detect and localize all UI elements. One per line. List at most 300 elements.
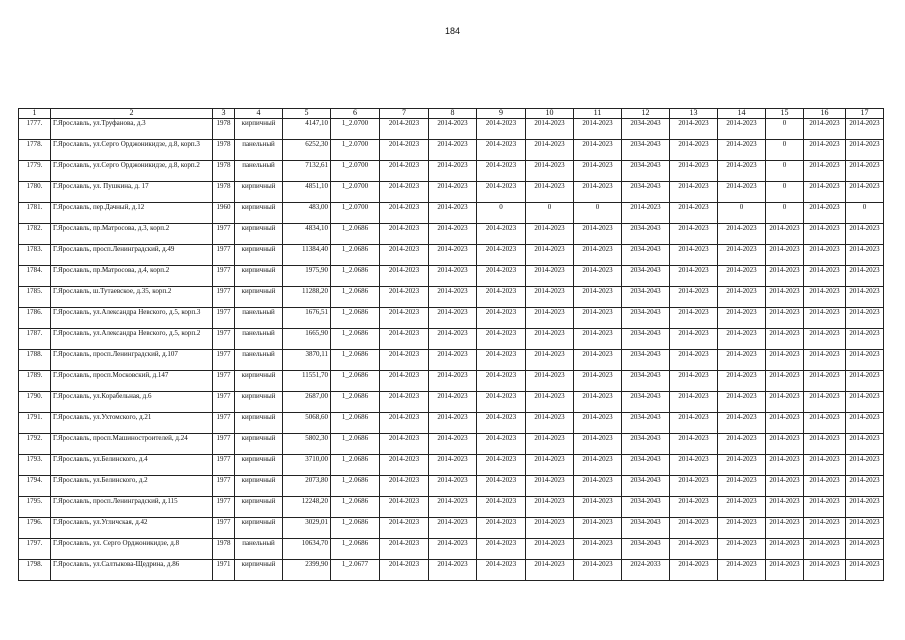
table-cell: 2014-2023 (574, 245, 622, 266)
table-cell: 2014-2023 (429, 476, 477, 497)
table-row (19, 182, 884, 203)
table-cell: 2034-2043 (622, 539, 670, 560)
table-row (19, 371, 884, 392)
table-cell: 2014-2023 (380, 329, 429, 350)
table-cell: 3710,00 (283, 455, 331, 476)
table-cell: 1977 (213, 413, 235, 434)
table-cell: 2014-2023 (804, 560, 846, 581)
table-row (19, 161, 884, 182)
table-cell: панельный (235, 539, 283, 560)
table-cell: 1977 (213, 497, 235, 518)
table-cell: 2014-2023 (477, 497, 526, 518)
column-header: 8 (429, 109, 477, 119)
table-cell: 2014-2023 (670, 161, 718, 182)
table-cell: 2014-2023 (574, 455, 622, 476)
table-cell: 2014-2023 (804, 266, 846, 287)
table-cell: 2014-2023 (477, 560, 526, 581)
table-cell: 2014-2023 (804, 350, 846, 371)
table-cell: 2014-2023 (526, 119, 574, 140)
table-cell: 2034-2043 (622, 224, 670, 245)
table-cell: 1_2.0686 (331, 308, 380, 329)
table-cell: 2014-2023 (429, 224, 477, 245)
column-header: 11 (574, 109, 622, 119)
table-cell: 2014-2023 (718, 329, 766, 350)
table-cell: 2014-2023 (477, 224, 526, 245)
column-header: 3 (213, 109, 235, 119)
table-cell: 2014-2023 (526, 560, 574, 581)
table-cell: 2014-2023 (477, 308, 526, 329)
table-cell: 2014-2023 (846, 224, 884, 245)
table-cell: 0 (718, 203, 766, 224)
column-header: 12 (622, 109, 670, 119)
table-cell: 2014-2023 (477, 245, 526, 266)
column-header: 2 (51, 109, 213, 119)
table-cell: 1783. (19, 245, 51, 266)
table-cell: 2014-2023 (526, 161, 574, 182)
table-cell: 2014-2023 (804, 371, 846, 392)
table-cell: 2014-2023 (574, 413, 622, 434)
table-cell: 2014-2023 (574, 308, 622, 329)
table-cell: 2014-2023 (622, 203, 670, 224)
table-cell: 2014-2023 (718, 224, 766, 245)
table-cell: 1778. (19, 140, 51, 161)
table-cell: Г.Ярославль, ул.Труфанова, д.3 (51, 119, 213, 140)
table-cell: 2014-2023 (718, 266, 766, 287)
table-cell: 2014-2023 (670, 266, 718, 287)
table-cell: 2034-2043 (622, 371, 670, 392)
table-cell: 2014-2023 (380, 140, 429, 161)
table-cell: 2014-2023 (429, 413, 477, 434)
table-cell: Г.Ярославль, пр.Матросова, д.4, корп.2 (51, 266, 213, 287)
table-cell: 1796. (19, 518, 51, 539)
table-cell: 2014-2023 (670, 371, 718, 392)
table-cell: 2014-2023 (477, 371, 526, 392)
table-cell: Г.Ярославль, ул.Белинского, д.2 (51, 476, 213, 497)
table-cell: 2014-2023 (670, 350, 718, 371)
table-cell: 12248,20 (283, 497, 331, 518)
table-cell: 2014-2023 (574, 560, 622, 581)
table-cell: 2014-2023 (574, 161, 622, 182)
table-cell: 2014-2023 (670, 392, 718, 413)
table-cell: 2014-2023 (380, 560, 429, 581)
table-cell: 2014-2023 (846, 308, 884, 329)
table-cell: 2014-2023 (526, 413, 574, 434)
table-cell: 2014-2023 (526, 182, 574, 203)
page-number: 184 (444, 26, 461, 36)
table-cell: 2014-2023 (846, 329, 884, 350)
table-cell: 2014-2023 (804, 245, 846, 266)
table-cell: 1782. (19, 224, 51, 245)
column-header: 17 (846, 109, 884, 119)
table-cell: 1788. (19, 350, 51, 371)
table-cell: 2014-2023 (574, 518, 622, 539)
table-cell: Г.Ярославль, просп.Машиностроителей, д.24 (51, 434, 213, 455)
table-cell: 2014-2023 (429, 203, 477, 224)
table-row (19, 245, 884, 266)
table-cell: 2014-2023 (766, 392, 804, 413)
table-cell: 2014-2023 (380, 539, 429, 560)
table-cell: 2014-2023 (718, 392, 766, 413)
table-cell: 1978 (213, 140, 235, 161)
table-cell: 2014-2023 (804, 518, 846, 539)
table-cell: 2014-2023 (477, 266, 526, 287)
table-cell: 2014-2023 (846, 371, 884, 392)
table-cell: 2014-2023 (766, 308, 804, 329)
table-cell: 1786. (19, 308, 51, 329)
table-cell: 2014-2023 (429, 392, 477, 413)
table-cell: Г.Ярославль, ул.Ухтомского, д.21 (51, 413, 213, 434)
table-body (19, 119, 884, 581)
table-cell: 2014-2023 (526, 350, 574, 371)
table-cell: 1665,90 (283, 329, 331, 350)
table-cell: 2034-2043 (622, 329, 670, 350)
table-cell: 2014-2023 (526, 476, 574, 497)
table-cell: 1_2.0686 (331, 371, 380, 392)
table-cell: 1977 (213, 245, 235, 266)
table-cell: 1978 (213, 161, 235, 182)
table-row (19, 434, 884, 455)
table-cell: 2014-2023 (477, 413, 526, 434)
table-cell: 2014-2023 (380, 245, 429, 266)
table-cell: 2014-2023 (670, 497, 718, 518)
table-cell: 1676,51 (283, 308, 331, 329)
table-cell: 5802,30 (283, 434, 331, 455)
table-cell: Г.Ярославль, ул.Салтыкова-Щедрина, д.86 (51, 560, 213, 581)
table-cell: 1793. (19, 455, 51, 476)
table-cell: 2014-2023 (766, 539, 804, 560)
table-cell: 2014-2023 (846, 497, 884, 518)
table-cell: 2014-2023 (670, 182, 718, 203)
table-cell: панельный (235, 308, 283, 329)
table-cell: 2014-2023 (766, 329, 804, 350)
column-header: 5 (283, 109, 331, 119)
table-cell: 2014-2023 (804, 539, 846, 560)
table-cell: 1_2.0686 (331, 224, 380, 245)
table-cell: 2014-2023 (380, 161, 429, 182)
table-cell: 2034-2043 (622, 308, 670, 329)
table-cell: 2014-2023 (429, 560, 477, 581)
table-cell: 2014-2023 (804, 455, 846, 476)
table-cell: 2014-2023 (670, 560, 718, 581)
table-cell: 2014-2023 (670, 308, 718, 329)
table-cell: 2014-2023 (718, 497, 766, 518)
table-cell: 2034-2043 (622, 182, 670, 203)
table-cell: 2014-2023 (718, 287, 766, 308)
table-cell: 2014-2023 (846, 539, 884, 560)
table-cell: 2034-2043 (622, 161, 670, 182)
table-cell: 1_2.0686 (331, 497, 380, 518)
table-cell: 2014-2023 (766, 371, 804, 392)
table-cell: Г.Ярославль, ул.Серго Орджоникидзе, д.8, корп.2 (51, 161, 213, 182)
table-cell: 2014-2023 (766, 560, 804, 581)
table-cell: 1784. (19, 266, 51, 287)
table-cell: 2014-2023 (804, 203, 846, 224)
table-cell: 2034-2043 (622, 455, 670, 476)
table-cell: 2014-2023 (429, 287, 477, 308)
table-cell: 2014-2023 (718, 518, 766, 539)
table-cell: 1978 (213, 539, 235, 560)
table-cell: 2034-2043 (622, 266, 670, 287)
table-cell: 1977 (213, 287, 235, 308)
column-header: 6 (331, 109, 380, 119)
table-row (19, 203, 884, 224)
table-row (19, 266, 884, 287)
table-cell: 2014-2023 (526, 497, 574, 518)
table-cell: 2014-2023 (670, 476, 718, 497)
table-cell: Г.Ярославль, пер.Дачный, д.12 (51, 203, 213, 224)
table-cell: 1779. (19, 161, 51, 182)
table-cell: 2014-2023 (380, 203, 429, 224)
table-cell: кирпичный (235, 266, 283, 287)
table-cell: 1975,90 (283, 266, 331, 287)
table-cell: 2014-2023 (766, 455, 804, 476)
table-cell: 2014-2023 (380, 455, 429, 476)
table-cell: 2014-2023 (526, 308, 574, 329)
table-cell: 1785. (19, 287, 51, 308)
column-header: 1 (19, 109, 51, 119)
table-cell: 1977 (213, 329, 235, 350)
table-cell: 0 (766, 119, 804, 140)
table-cell: 2014-2023 (718, 119, 766, 140)
table-cell: кирпичный (235, 224, 283, 245)
table-cell: 1978 (213, 182, 235, 203)
table-cell: Г.Ярославль, ул. Пушкина, д. 17 (51, 182, 213, 203)
table-cell: 2014-2023 (380, 350, 429, 371)
table-cell: 1977 (213, 350, 235, 371)
table-cell: 2014-2023 (574, 287, 622, 308)
table-cell: 2014-2023 (477, 455, 526, 476)
table-cell: 2014-2023 (670, 140, 718, 161)
table-cell: 2014-2023 (477, 392, 526, 413)
table-cell: Г.Ярославль, ул.Угличская, д.42 (51, 518, 213, 539)
table-cell: 1797. (19, 539, 51, 560)
header-row (19, 109, 884, 119)
table-cell: 2014-2023 (846, 140, 884, 161)
table-cell: 2014-2023 (526, 245, 574, 266)
table-cell: 2034-2043 (622, 287, 670, 308)
table-cell: 2014-2023 (718, 308, 766, 329)
table-cell: 2014-2023 (429, 245, 477, 266)
table-cell: 11551,70 (283, 371, 331, 392)
table-cell: 2014-2023 (429, 371, 477, 392)
table-cell: 1777. (19, 119, 51, 140)
table-cell: 2014-2023 (670, 455, 718, 476)
table-cell: 1_2.0700 (331, 161, 380, 182)
table-cell: Г.Ярославль, ул.Корабельная, д.6 (51, 392, 213, 413)
table-cell: 2399,90 (283, 560, 331, 581)
table-cell: 1_2.0686 (331, 413, 380, 434)
table-cell: панельный (235, 161, 283, 182)
table-cell: 2014-2023 (477, 329, 526, 350)
table-cell: 2014-2023 (380, 413, 429, 434)
table-cell: 2014-2023 (526, 329, 574, 350)
table-cell: 2014-2023 (846, 392, 884, 413)
table-row (19, 329, 884, 350)
table-cell: 2014-2023 (380, 287, 429, 308)
table-cell: 2014-2023 (846, 266, 884, 287)
table-cell: 483,00 (283, 203, 331, 224)
table-cell: 2014-2023 (670, 224, 718, 245)
table-row (19, 518, 884, 539)
table-cell: 2034-2043 (622, 434, 670, 455)
table-cell: 0 (574, 203, 622, 224)
table-cell: 1790. (19, 392, 51, 413)
table-cell: 2014-2023 (670, 203, 718, 224)
table-cell: кирпичный (235, 497, 283, 518)
column-header: 10 (526, 109, 574, 119)
table-cell: 2014-2023 (429, 140, 477, 161)
table-cell: 2034-2043 (622, 140, 670, 161)
table-cell: 2014-2023 (718, 476, 766, 497)
table-cell: 2014-2023 (429, 329, 477, 350)
table-cell: 2014-2023 (718, 350, 766, 371)
table-cell: кирпичный (235, 392, 283, 413)
table-row (19, 119, 884, 140)
table-cell: 2014-2023 (477, 518, 526, 539)
column-header: 13 (670, 109, 718, 119)
table-row (19, 140, 884, 161)
column-header: 4 (235, 109, 283, 119)
table-cell: 10634,70 (283, 539, 331, 560)
table-cell: 2014-2023 (526, 224, 574, 245)
table-cell: 2014-2023 (574, 224, 622, 245)
table-row (19, 413, 884, 434)
table-cell: 2014-2023 (574, 539, 622, 560)
table-cell: Г.Ярославль, ул.Александра Невского, д.5, корп.2 (51, 329, 213, 350)
table-cell: 2014-2023 (526, 539, 574, 560)
table-cell: 1977 (213, 392, 235, 413)
table-cell: кирпичный (235, 455, 283, 476)
table-cell: 3870,11 (283, 350, 331, 371)
table-cell: 2014-2023 (670, 119, 718, 140)
table-cell: 2014-2023 (846, 518, 884, 539)
table-cell: 2014-2023 (846, 413, 884, 434)
table-cell: 0 (766, 140, 804, 161)
table-cell: кирпичный (235, 518, 283, 539)
table-cell: 2014-2023 (804, 224, 846, 245)
table-cell: 7132,61 (283, 161, 331, 182)
table-cell: 2014-2023 (380, 371, 429, 392)
table-cell: 2687,00 (283, 392, 331, 413)
table-cell: 2014-2023 (574, 371, 622, 392)
table-cell: 1_2.0686 (331, 434, 380, 455)
table-row (19, 476, 884, 497)
table-cell: 2014-2023 (670, 434, 718, 455)
table-cell: 2073,80 (283, 476, 331, 497)
table-cell: 2014-2023 (718, 371, 766, 392)
table-cell: 1_2.0700 (331, 140, 380, 161)
table-cell: Г.Ярославль, ул.Александра Невского, д.5, корп.3 (51, 308, 213, 329)
table-cell: 2014-2023 (766, 518, 804, 539)
table-cell: 4147,10 (283, 119, 331, 140)
table-row (19, 392, 884, 413)
table-cell: 0 (526, 203, 574, 224)
table-cell: 2014-2023 (846, 476, 884, 497)
table-cell: 2014-2023 (526, 434, 574, 455)
table-cell: 2014-2023 (380, 182, 429, 203)
table-cell: 2014-2023 (526, 455, 574, 476)
table-cell: 1977 (213, 308, 235, 329)
table-cell: 2014-2023 (804, 497, 846, 518)
table-cell: 2014-2023 (526, 140, 574, 161)
table-cell: 1960 (213, 203, 235, 224)
table-cell: 2014-2023 (380, 434, 429, 455)
table-cell: 1_2.0686 (331, 539, 380, 560)
table-cell: Г.Ярославль, ул.Белинского, д.4 (51, 455, 213, 476)
table-cell: 11288,20 (283, 287, 331, 308)
table-cell: 2014-2023 (429, 308, 477, 329)
table-cell: 1977 (213, 518, 235, 539)
table-cell: 2014-2023 (380, 476, 429, 497)
table-row (19, 224, 884, 245)
table-cell: 2024-2033 (622, 560, 670, 581)
table-cell: 2014-2023 (670, 518, 718, 539)
table-cell: 1792. (19, 434, 51, 455)
table-cell: 2014-2023 (574, 497, 622, 518)
table-cell: 1978 (213, 119, 235, 140)
table-cell: 2014-2023 (429, 350, 477, 371)
table-cell: 1_2.0677 (331, 560, 380, 581)
table-cell: 2014-2023 (670, 413, 718, 434)
table-row (19, 539, 884, 560)
table-cell: 2014-2023 (846, 560, 884, 581)
table-cell: 2014-2023 (429, 434, 477, 455)
table-cell: 2014-2023 (574, 140, 622, 161)
table-cell: Г.Ярославль, просп.Московский, д.147 (51, 371, 213, 392)
table-cell: панельный (235, 140, 283, 161)
table-row (19, 287, 884, 308)
table-cell: 2014-2023 (477, 434, 526, 455)
table-cell: 2014-2023 (804, 140, 846, 161)
table-cell: 3029,01 (283, 518, 331, 539)
table-cell: 2014-2023 (804, 308, 846, 329)
table-cell: кирпичный (235, 413, 283, 434)
table-cell: 1798. (19, 560, 51, 581)
table-cell: 1_2.0686 (331, 287, 380, 308)
column-header: 16 (804, 109, 846, 119)
table-cell: 2014-2023 (477, 140, 526, 161)
table-cell: кирпичный (235, 287, 283, 308)
table-cell: 2014-2023 (804, 161, 846, 182)
table-cell: Г.Ярославль, просп.Ленинградский, д.115 (51, 497, 213, 518)
table-cell: 2014-2023 (670, 539, 718, 560)
housing-table (18, 108, 884, 581)
table-cell: 2014-2023 (804, 392, 846, 413)
table-cell: кирпичный (235, 203, 283, 224)
table-cell: 2014-2023 (526, 287, 574, 308)
table-cell: 2014-2023 (574, 392, 622, 413)
table-cell: 2014-2023 (380, 224, 429, 245)
table-cell: 2014-2023 (718, 455, 766, 476)
table-cell: 2014-2023 (718, 140, 766, 161)
table-cell: 2014-2023 (718, 560, 766, 581)
table-cell: 1791. (19, 413, 51, 434)
table-cell: 2014-2023 (574, 329, 622, 350)
table-cell: 2014-2023 (380, 392, 429, 413)
table-cell: 1780. (19, 182, 51, 203)
table-cell: 2014-2023 (766, 287, 804, 308)
table-cell: Г.Ярославль, просп.Ленинградский, д.107 (51, 350, 213, 371)
table-cell: 1_2.0686 (331, 455, 380, 476)
table-cell: 2014-2023 (526, 371, 574, 392)
table-cell: кирпичный (235, 371, 283, 392)
table-cell: Г.Ярославль, ул. Серго Орджоникидзе, д.8 (51, 539, 213, 560)
table-cell: 2014-2023 (846, 455, 884, 476)
table-cell: 1_2.0686 (331, 329, 380, 350)
table-cell: 2014-2023 (718, 539, 766, 560)
table-cell: 2014-2023 (804, 476, 846, 497)
table-row (19, 497, 884, 518)
